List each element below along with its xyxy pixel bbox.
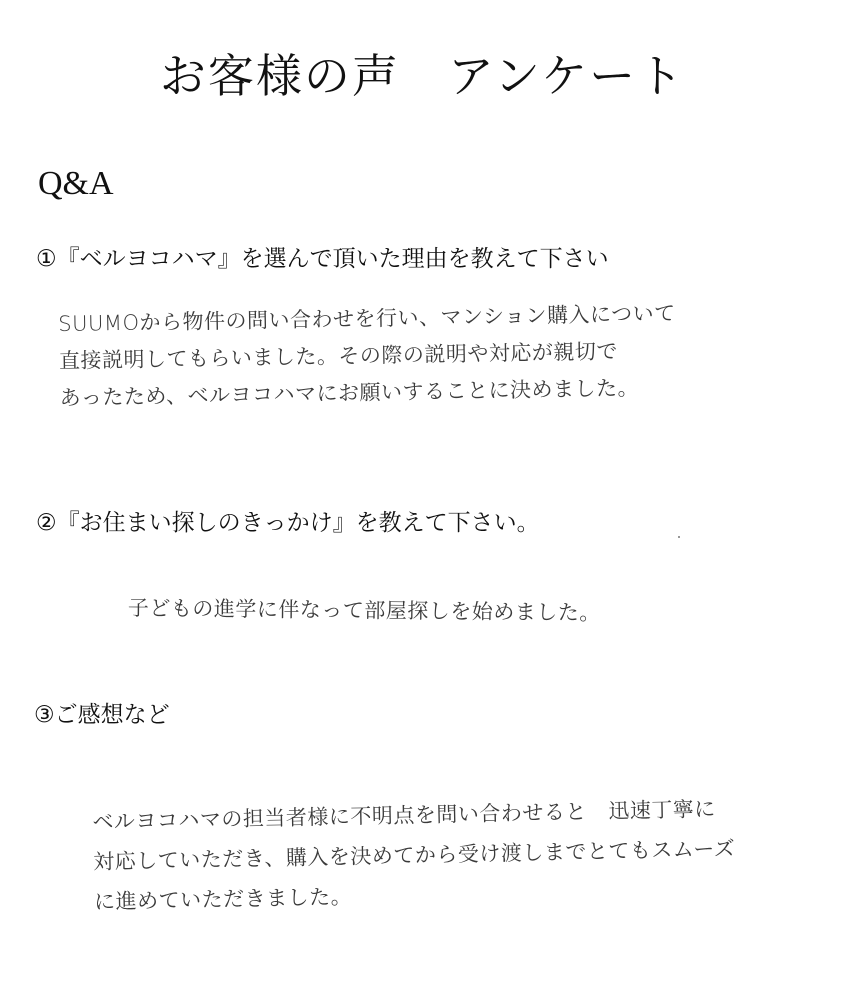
section-heading: Q&A [38,165,114,202]
answer-1-line: SUUMOから物件の問い合わせを行い、マンション購入について [58,301,676,336]
question-3-label: ③ご感想など [34,702,170,728]
question-2-label: ②『お住まい探しのきっかけ』を教えて下さい。 [36,510,540,536]
answer-1-line: 直接説明してもらいました。その際の説明や対応が親切で [58,339,619,373]
answer-3 [92,789,736,922]
answer-2 [128,590,601,632]
answer-3-line: に進めていただきました。 [93,884,353,914]
scan-speck [678,536,680,538]
answer-1 [58,295,677,417]
answer-3-line: 対応していただき、購入を決めてから受け渡しまでとてもスムーズ [93,836,736,874]
answer-3-line: ベルヨコハマの担当者様に不明点を問い合わせると 迅速丁寧に [92,796,717,834]
question-1-label: ①『ベルヨコハマ』を選んで頂いた理由を教えて下さい [36,246,609,272]
answer-2-line: 子どもの進学に伴なって部屋探しを始めました。 [127,595,601,625]
answer-1-line: あったため、ベルヨコハマにお願いすることに決めました。 [59,375,640,410]
page-title: お客様の声 アンケート [159,49,686,103]
